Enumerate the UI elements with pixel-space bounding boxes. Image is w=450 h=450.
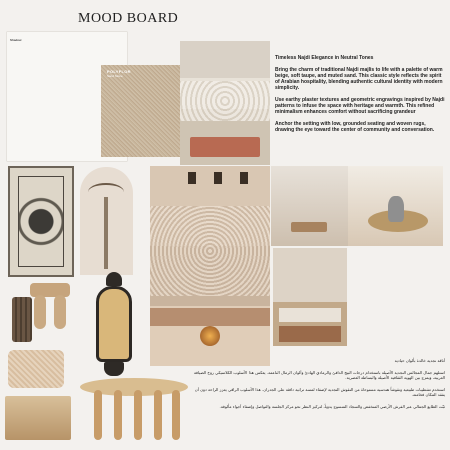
teapot-tray-photo: [348, 166, 443, 246]
description-heading: Timeless Najdi Elegance in Neutral Tones: [275, 55, 374, 61]
patterned-rug: [8, 166, 74, 277]
white-swatch-label: Shadow: [10, 38, 22, 42]
arabic-description: [190, 358, 445, 415]
description-paragraph: Anchor the setting with low, grounded seating and woven rugs, drawing the eye toward the center of community and conversation.: [275, 121, 435, 133]
swatch-brand-logo: POLYFLOR: [107, 69, 131, 74]
swatch-name: Sand Stone: [107, 74, 123, 78]
lounge-photo: [271, 166, 348, 246]
woven-vase: [12, 297, 32, 342]
arabic-paragraph: استخدم تشطيبات طبيعية ونقوشاً هندسية مستوحاة من النقوش النجدية لإضفاء لمسة تراثية دافئة على الجدران. هذا الأسلوب الراقي يعزز الراحة دون أن يفقد المكان فخامته.: [194, 386, 445, 397]
arabic-paragraph: ثبّت الطابع الجمالي عبر الفرش الأرضي المنخفض والسجاد المنسوج يدوياً، لتركيز النظر نحو مركز الجلسة والتواصل وإضفاء أجواء مألوفة.: [219, 403, 445, 409]
arabic-lantern: [92, 272, 136, 382]
description-paragraph: Use earthy plaster textures and geometric engravings inspired by Najdi patterns to infuse the space with heritage and warmth. This refined minimalism enhances comfort without sacrificing grandeur: [275, 97, 445, 115]
wall-pattern: [180, 81, 270, 121]
carpet: [190, 137, 260, 157]
majlis-room-photo: [150, 166, 270, 366]
palm-arch-art: [80, 167, 133, 275]
round-coffee-table: [80, 378, 188, 446]
wooden-stool: [30, 283, 70, 331]
living-room-photo: [273, 248, 347, 346]
board-title: MOOD BOARD: [78, 11, 179, 26]
english-description: [275, 55, 445, 139]
arabic-heading: أناقة نجدية خالدة بألوان حيادية: [394, 358, 445, 363]
fire-pit: [200, 326, 220, 346]
textured-pillow: [8, 350, 64, 388]
arabic-paragraph: استلهم جمال المجالس النجدية الأصيلة باستخدام درجات البيج الدافئ والرمادي الهادئ وألوان الرمال الناعمة. يعكس هذا الأسلوب الكلاسيكي روح الضيافة العربية، ويمزج بين الهوية الثقافية الأصيلة والبساطة العصرية.: [193, 369, 445, 380]
majlis-photo-top: [180, 41, 270, 165]
description-paragraph: Bring the charm of traditional Najdi majlis to life with a palette of warm beige, soft taupe, and muted sand. This classic style reflects the spirit of Arabian hospitality, blending authentic cultural identity with modern simplicity.: [275, 67, 443, 91]
woven-basket: [5, 396, 71, 440]
